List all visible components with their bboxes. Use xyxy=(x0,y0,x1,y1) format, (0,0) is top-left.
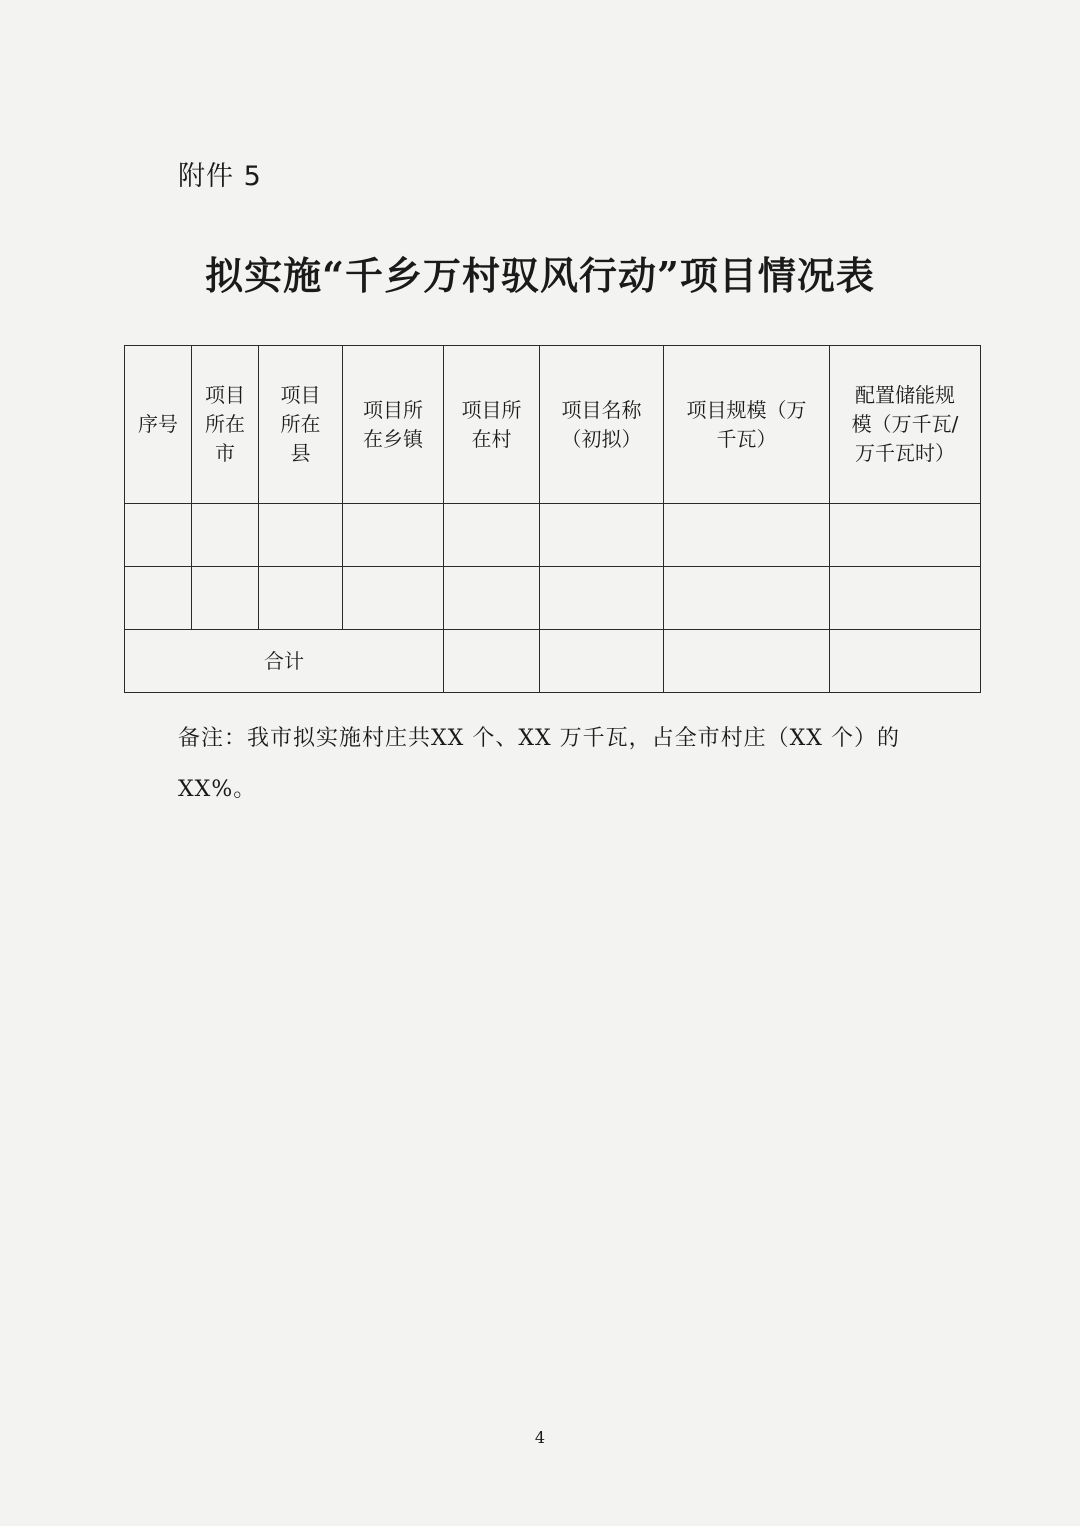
header-storage-scale: 配置储能规模（万千瓦/万千瓦时） xyxy=(830,346,981,504)
header-township: 项目所在乡镇 xyxy=(343,346,444,504)
header-project-name: 项目名称（初拟） xyxy=(540,346,664,504)
total-cell xyxy=(830,630,981,693)
table-cell xyxy=(343,504,444,567)
attachment-label: 附件 5 xyxy=(178,161,262,192)
table-row xyxy=(125,504,981,567)
total-label: 合计 xyxy=(125,630,444,693)
table-note: 备注：我市拟实施村庄共XX 个、XX 万千瓦，占全市村庄（XX 个）的 XX%。 xyxy=(178,726,900,802)
table-header-row xyxy=(125,346,981,504)
table-row xyxy=(125,567,981,630)
header-village: 项目所在村 xyxy=(444,346,540,504)
table-cell xyxy=(192,504,259,567)
page-number: 4 xyxy=(534,1428,546,1447)
header-city: 项目所在市 xyxy=(192,346,259,504)
table-cell xyxy=(444,504,540,567)
table-cell xyxy=(540,504,664,567)
table-cell xyxy=(125,504,192,567)
header-seq: 序号 xyxy=(125,346,192,504)
table-cell xyxy=(830,567,981,630)
table-cell xyxy=(444,567,540,630)
project-table xyxy=(124,345,981,693)
total-cell xyxy=(664,630,830,693)
table-cell xyxy=(259,567,343,630)
table-cell xyxy=(664,567,830,630)
header-project-scale: 项目规模（万千瓦） xyxy=(664,346,830,504)
table-cell xyxy=(540,567,664,630)
table-cell xyxy=(830,504,981,567)
table-cell xyxy=(259,504,343,567)
table-total-row xyxy=(125,630,981,693)
table-cell xyxy=(125,567,192,630)
table-cell xyxy=(664,504,830,567)
table-cell xyxy=(343,567,444,630)
table-cell xyxy=(192,567,259,630)
header-county: 项目所在县 xyxy=(259,346,343,504)
total-cell xyxy=(444,630,540,693)
total-cell xyxy=(540,630,664,693)
document-title: 拟实施“千乡万村驭风行动”项目情况表 xyxy=(205,253,875,298)
